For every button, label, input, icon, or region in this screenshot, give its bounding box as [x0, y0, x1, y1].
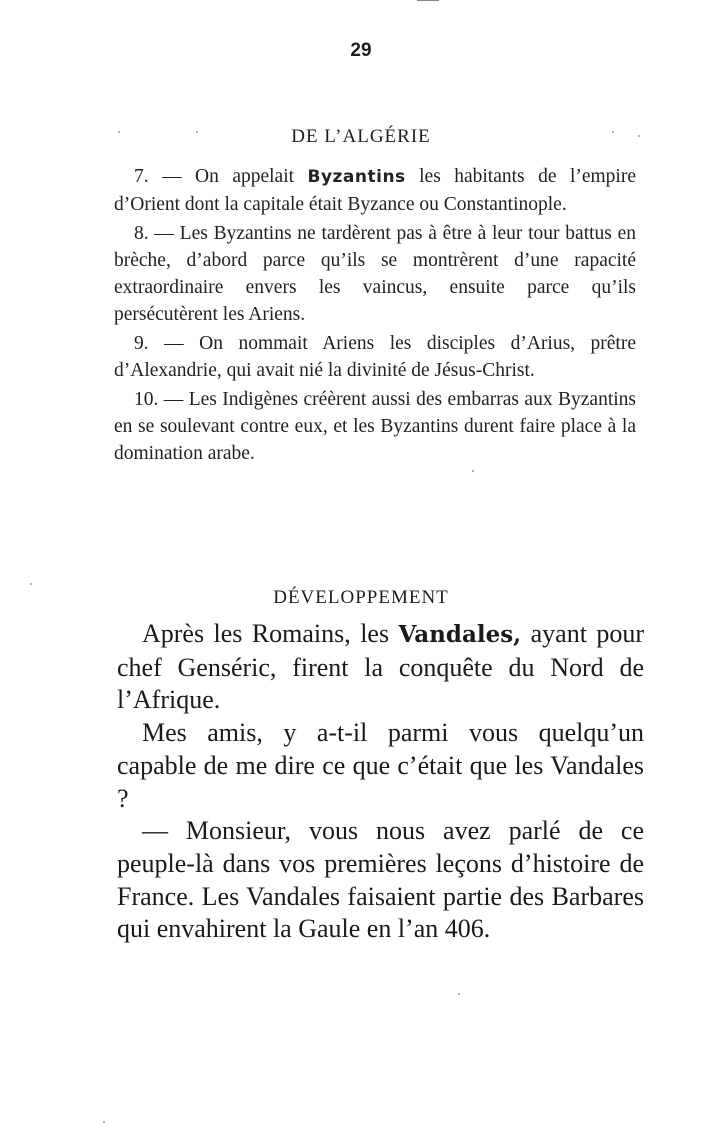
summary-item-9 — [114, 330, 636, 384]
item-number: 9. — — [134, 333, 184, 354]
paragraph-text: Après les Romains, les — [142, 619, 390, 648]
item-number: 10. — — [134, 389, 184, 410]
item-text: Les Indigènes créèrent aussi des embarras aux Byzantins en se soulevant contre eux, et les Byzantins durent faire place à la domination arabe. — [114, 389, 636, 464]
summary-list — [114, 163, 636, 469]
item-number: 7. — — [134, 166, 182, 187]
item-text: les habitants de l’empire d’Orient dont la capitale était Byzance ou Constantinople. — [114, 166, 636, 215]
paper-speck — [103, 1121, 105, 1123]
development-paragraph-3: — Monsieur, vous nous avez parlé de ce peuple-là dans vos premières leçons d’histoire de France. Les Vandales faisaient partie des Barbares qui envahirent la Gaule en l’an 406. — [117, 816, 644, 944]
item-text: On nommait Ariens les disciples d’Arius, prêtre d’Alexandrie, qui avait nié la divinité de Jésus-Christ. — [114, 333, 637, 381]
development-text — [117, 618, 644, 946]
paper-speck — [612, 131, 614, 133]
top-edge-mark — [417, 0, 439, 1]
summary-item-10 — [114, 386, 636, 467]
chapter-heading: DE L’ALGÉRIE — [291, 126, 431, 147]
item-text: Les Byzantins ne tardèrent pas à être à leur tour battus en brèche, d’abord parce qu’ils se montrèrent d’une rapacité extraordinaire envers les vaincus, ensuite parce qu’ils persécutèrent les Ariens. — [114, 223, 637, 325]
paper-speck — [118, 131, 120, 133]
development-heading: DÉVELOPPEMENT — [273, 587, 449, 608]
paper-speck — [638, 135, 640, 137]
paper-speck — [30, 583, 32, 585]
bold-term: Byzantins — [307, 167, 406, 187]
item-number: 8. — — [134, 223, 174, 244]
paper-speck — [196, 131, 198, 133]
bold-term: Vandales, — [398, 621, 522, 648]
summary-item-7 — [114, 163, 636, 218]
summary-item-8 — [114, 220, 636, 328]
paper-speck — [472, 470, 474, 472]
development-paragraph-2: Mes amis, y a-t-il parmi vous quelqu’un capable de me dire ce que c’était que les Vandales ? — [117, 718, 644, 813]
item-text: On appelait — [195, 166, 295, 187]
paper-speck — [458, 993, 460, 995]
page-number: 29 — [350, 40, 372, 61]
paragraph-text: ayant pour chef Genséric, firent la conquête du Nord de l’Afrique. — [117, 619, 645, 715]
development-paragraph-1 — [117, 618, 644, 717]
